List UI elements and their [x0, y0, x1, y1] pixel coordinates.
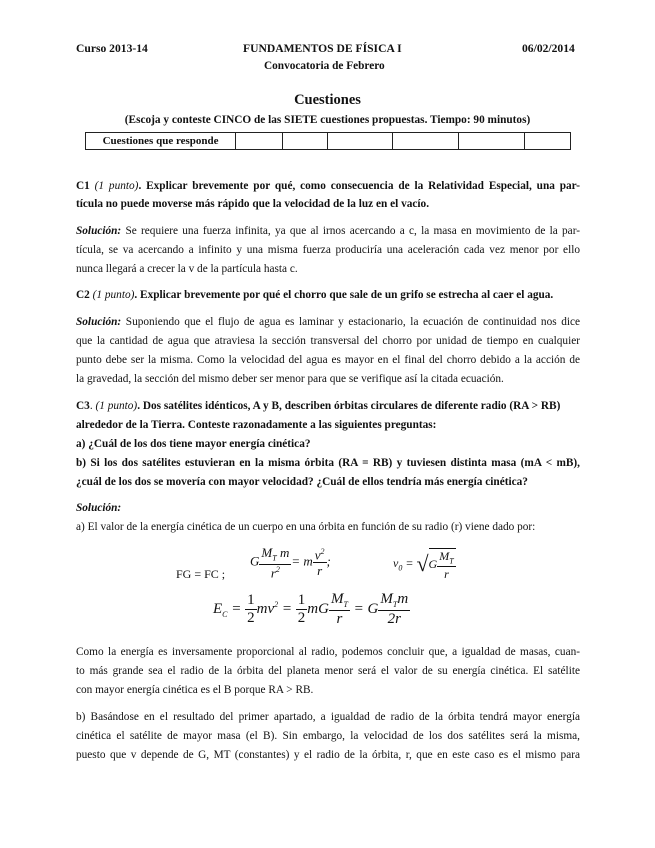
c1-question-line-1: C1 (1 punto). Explicar brevemente por qué, como consecuencia de la Relatividad Especial, una par-: [76, 180, 581, 192]
c3-solution-a-intro: a) El valor de la energía cinética de un cuerpo en una órbita en función de su radio (r) viene dado por:: [76, 521, 536, 533]
table-label: Cuestiones que responde: [86, 133, 236, 150]
c1-question-line-2: tícula no puede moverse más rápido que la velocidad de la luz en el vacío.: [76, 198, 430, 210]
c3-question-b-line-1: b) Si los dos satélites estuvieran en la misma órbita (RA = RB) y tuviesen distinta masa (mA < mB),: [76, 457, 580, 469]
c1-question-text: Explicar brevemente por qué, como consecuencia de la Relatividad Especial, una par-: [146, 180, 581, 192]
c2-solution-label: Solución:: [76, 316, 122, 328]
c1-points: (1 punto): [94, 180, 139, 192]
answer-cell[interactable]: [328, 133, 393, 150]
subject-title: FUNDAMENTOS DE FÍSICA I: [243, 42, 402, 55]
c3-question-line-2: alrededor de la Tierra. Conteste razonadamente a las siguientes preguntas:: [76, 419, 437, 431]
c3-question-a: a) ¿Cuál de los dos tiene mayor energía cinética?: [76, 438, 311, 450]
c3-points: (1 punto): [95, 400, 138, 412]
course-year: Curso 2013-14: [76, 42, 148, 55]
answer-cell[interactable]: [283, 133, 328, 150]
gravity-centripetal-equation: G $\frac{M_T m}{r^2}$ = m $\frac{v^2}{r}$ ;: [250, 545, 331, 580]
c2-points: (1 punto): [92, 289, 135, 301]
c1-solution-line-3: nunca llegará a crecer la v de la partícula hasta c.: [76, 263, 298, 275]
c2-question-text: Explicar brevemente por qué el chorro que sale de un grifo se estrecha al caer el agua.: [140, 289, 554, 301]
c3-question-line-1: C3. (1 punto). Dos satélites idénticos, A y B, describen órbitas circulares de diferente radio (RA > RB): [76, 400, 561, 412]
c2-solution-line-4: la gravedad, la sección del mismo deber ser menor para que se verifique así la citada ecuación.: [76, 373, 504, 385]
answer-cell[interactable]: [524, 133, 570, 150]
c1-number: C1: [76, 180, 90, 192]
c3-explanation-line-1: Como la energía es inversamente proporcional al radio, podemos concluir que, a igualdad de masas, cuan-: [76, 646, 580, 658]
answer-cell[interactable]: [236, 133, 283, 150]
c1-solution-label: Solución:: [76, 225, 122, 237]
c3-solution-label: Solución:: [76, 502, 122, 514]
section-title: Cuestiones: [294, 92, 361, 108]
c2-number: C2: [76, 289, 90, 301]
kinetic-energy-equation: $E_C$ = $\frac{1}{2}$ $mv^2$ = $\frac{1}{2}$ mG $\frac{M_T}{r}$ = G $\frac{M_Tm}{2r}$: [213, 591, 409, 627]
c2-solution-line-2: que la cantidad de agua que atraviesa la sección transversal del chorro por unidad de tiempo en cualquier: [76, 335, 580, 347]
answer-cell[interactable]: [459, 133, 525, 150]
c3-b-explanation-line-1: b) Basándose en el resultado del primer apartado, a igualdad de radio de la órbita tendrá mayor energía: [76, 711, 580, 723]
exam-session: Convocatoria de Febrero: [264, 60, 385, 72]
c3-number: C3: [76, 400, 90, 412]
exam-date: 06/02/2014: [522, 42, 575, 55]
answered-questions-table: [85, 132, 571, 150]
c2-solution-line-3: punto debe ser la misma. Como la velocidad del agua es mayor en el final del chorro debido a la acción de: [76, 354, 580, 366]
force-balance-label: FG = FC ;: [176, 567, 226, 581]
c3-b-explanation-line-2: cinética el satélite de mayor masa (el B). Sin embargo, la velocidad de los dos satélites será la misma,: [76, 730, 580, 742]
c1-solution-line-1: Solución: Se requiere una fuerza infinita, ya que al irnos acercando a c, la masa en movimiento de la par-: [76, 225, 580, 237]
c3-explanation-line-2: to más grande sea el radio de la órbita del planeta menor será el valor de su energía cinética. El satélite: [76, 665, 580, 677]
c3-b-explanation-line-3: puesto que v depende de G, MT (constantes) y el radio de la órbita, r, que en este caso es el mismo para: [76, 749, 580, 761]
orbital-velocity-equation: $v_0$ = √ G $\frac{M_T}{r}$: [393, 549, 454, 582]
answer-cell[interactable]: [393, 133, 459, 150]
c1-solution-line-2: tícula, se va acercando a infinito y una misma fuerza produciría una aceleración cada vez menor por ello: [76, 244, 580, 256]
c2-question-line-1: C2 (1 punto). Explicar brevemente por qué el chorro que sale de un grifo se estrecha al caer el agua.: [76, 289, 554, 301]
c3-question-b-line-2: ¿cuál de los dos se movería con mayor velocidad? ¿Cuál de ellos tendría más energía cinética?: [76, 476, 528, 488]
c3-question-text: Dos satélites idénticos, A y B, describen órbitas circulares de diferente radio (RA > RB): [142, 400, 561, 412]
section-instructions: (Escoja y conteste CINCO de las SIETE cuestiones propuestas. Tiempo: 90 minutos): [124, 114, 531, 126]
c2-solution-line-1: Solución: Suponiendo que el flujo de agua es laminar y estacionario, la ecuación de continuidad nos dice: [76, 316, 581, 328]
c3-explanation-line-3: con mayor energía cinética es el B porque RA > RB.: [76, 684, 314, 696]
